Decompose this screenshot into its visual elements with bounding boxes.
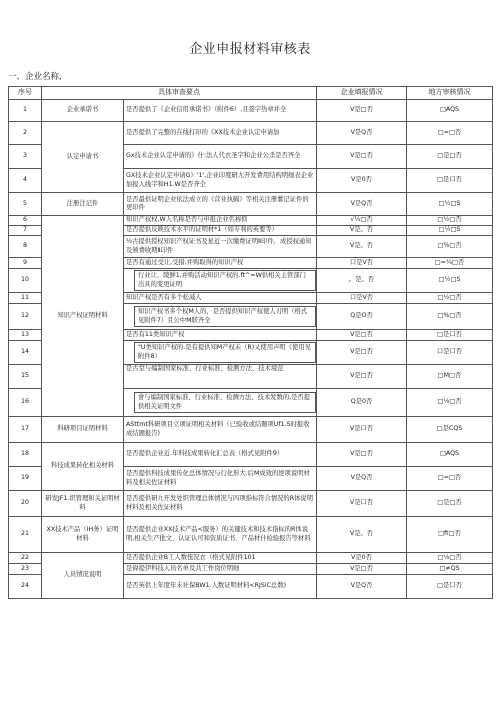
row-no: 7 — [9, 226, 42, 236]
row-fill[interactable]: V是。否 — [317, 226, 407, 236]
row-fill[interactable]: Q是O否 — [317, 304, 407, 330]
row-local[interactable]: □½□S — [407, 226, 493, 236]
row-category: 知识产权证明材料 — [42, 216, 124, 417]
row-fill[interactable]: V是0否 — [317, 169, 407, 193]
row-item: 是否最供证明企业依法成立的《营业执膈》等相关注册薯记证件的更印件 — [124, 193, 317, 216]
row-category: 注册注记件 — [42, 193, 124, 216]
row-item: 是否提供反映技术水平的证明材*1（如专利的英要等） — [124, 226, 317, 236]
row-fill[interactable]: √¼□否 — [317, 216, 407, 226]
row-fill[interactable]: V是□否 — [317, 145, 407, 169]
row-fill[interactable]: V是。否 — [317, 517, 407, 553]
row-item: "U类知识产权的.是有提供知M产权未（R)乂使用声明《使用见附件8） — [134, 342, 316, 363]
row-local[interactable]: □⅛□否 — [407, 389, 493, 417]
row-item-cell — [124, 341, 317, 365]
row-item-cell — [124, 269, 317, 293]
row-fill[interactable]: V是。否 — [317, 236, 407, 258]
row-fill[interactable]: V是□否 — [317, 341, 407, 365]
row-local[interactable]: □⅜□否 — [407, 236, 493, 258]
row-local[interactable]: □AQS — [407, 100, 493, 122]
row-item: 行业让、陵鲜1,并购活动知识产权的.ft^=W供相关主管部门出具的变更证明 — [134, 270, 316, 291]
row-fill[interactable]: V是Q否 — [317, 193, 407, 216]
row-item: 知识产权是否有多个松减人 — [124, 293, 317, 304]
row-item: 是否提供研九开发处织管理总体情况与四项指标符合情况的R体说明材料及相关佐证材料 — [124, 491, 317, 517]
row-fill[interactable]: Q是0否 — [317, 389, 407, 417]
row-no: 16 — [9, 389, 42, 417]
row-local[interactable]: 口是口否 — [407, 341, 493, 365]
table-row — [9, 517, 493, 553]
row-no: 10 — [9, 269, 42, 293]
row-item: 是否有通过受让,受措,并购取得的知识产权 — [124, 258, 317, 269]
row-category: 认定申请书 — [42, 122, 124, 193]
row-no: 22 — [9, 553, 42, 564]
row-no: 12 — [9, 304, 42, 330]
row-fill[interactable]: V是Q否 — [317, 122, 407, 145]
row-fill[interactable]: V是□否 — [317, 443, 407, 467]
review-table — [8, 86, 493, 599]
header-local: 地方审核情况 — [407, 87, 493, 100]
row-fill[interactable]: V是□否 — [317, 564, 407, 575]
table-row — [9, 417, 493, 443]
row-local[interactable]: □是口否 — [407, 575, 493, 599]
row-item: 是否提供企业XX技术产品<服务）的关键技术和技术指标的R体说明,相关生产批文、认证认可和资质证书、产品材什检验报告等材料 — [124, 517, 317, 553]
row-item-cell — [124, 304, 317, 330]
row-no: 8 — [9, 236, 42, 258]
row-no: 17 — [9, 417, 42, 443]
row-item: 是否提供了完整的在线打印的《XX技术企业认定申请加 — [124, 122, 317, 145]
row-fill[interactable]: V是□否 — [317, 330, 407, 341]
row-item: ½古提供授权知识产权证书及星近一次缴费证明Ⅱ印件，成授权通知及颁费收期Ⅱ印件 — [124, 236, 317, 258]
table-header-row — [9, 87, 493, 100]
row-local[interactable]: □M□否 — [407, 365, 493, 389]
row-no: 21 — [9, 517, 42, 553]
row-no: 15 — [9, 365, 42, 389]
row-item: 會与编制国家标准、行业标准、检测方法、技术发数的,是否提供相关证明文件 — [134, 392, 316, 413]
row-fill[interactable]: V是Q否 — [317, 575, 407, 599]
row-no: 5 — [9, 193, 42, 216]
row-no: 14 — [9, 341, 42, 365]
row-no: 11 — [9, 293, 42, 304]
row-no: 23 — [9, 564, 42, 575]
row-item: 是否提供了《企业信用承诺书》（附件6）,且签字热章并全 — [124, 100, 317, 122]
row-no: 9 — [9, 258, 42, 269]
row-fill[interactable]: V是口否 — [317, 491, 407, 517]
row-local[interactable]: □是□否 — [407, 145, 493, 169]
row-no: 18 — [9, 443, 42, 467]
row-fill[interactable]: V是□否 — [317, 100, 407, 122]
row-no: 6 — [9, 216, 42, 226]
row-local[interactable]: □ft□否 — [407, 517, 493, 553]
row-local[interactable]: □是口否 — [407, 330, 493, 341]
page-title: 企业申报材料审核表 — [189, 42, 311, 57]
row-item: GX技术企业认定申请G》'1',企业印度研尢开发费用结构明细表企业加报人线字和H1.W是否齐全 — [124, 169, 317, 193]
row-local[interactable]: □⅛□否 — [407, 553, 493, 564]
row-fill[interactable]: V是口否 — [317, 417, 407, 443]
row-no: 4 — [9, 169, 42, 193]
table-row — [9, 122, 493, 145]
row-category: 研发JF1.织管理和关证明材料 — [42, 491, 124, 517]
row-fill[interactable]: 。是。否 — [317, 269, 407, 293]
table-row — [9, 193, 493, 216]
row-local[interactable]: □是口否 — [407, 169, 493, 193]
row-item: Gx技术企业认定申请的》什:法人代衣圣字和企业公杀是否齐全 — [124, 145, 317, 169]
row-item: 知识产权权,W人名称是否与申报企业名称㑔 — [124, 216, 317, 226]
table-row — [9, 491, 493, 517]
row-item: 知识产权书多个权M人的，是否提供知识产权使人刃明（格式见附件7）且公中M联齐全 — [134, 306, 316, 327]
row-no: 20 — [9, 491, 42, 517]
row-fill[interactable]: V是□否 — [317, 365, 407, 389]
row-no: 1 — [9, 100, 42, 122]
row-item: 是偉提伊科技人员名单及共工作岗位明细 — [124, 564, 317, 575]
row-item: 是否有11类知识产权 — [124, 330, 317, 341]
row-item: ASttmt科研项目立项证明相关材料（已验收或结题项Uf1.S时报收成结题报告) — [124, 417, 317, 443]
header-no: 序号 — [9, 87, 42, 100]
row-no: 19 — [9, 467, 42, 491]
row-fill[interactable]: V是Q否 — [317, 467, 407, 491]
table-row — [9, 443, 493, 467]
row-local[interactable]: □=¼□否 — [407, 258, 493, 269]
row-category: 科技成果转化相关材料 — [42, 443, 124, 491]
row-item: 是否英供上年度年末社保BW1.人数证明材料<RJSiC总数) — [124, 575, 317, 599]
row-local[interactable]: □½□否 — [407, 293, 493, 304]
header-item: 具体审查要点 — [42, 87, 317, 100]
row-item: 是否提供企业近.年科技成果转化汇总表（格式见附件9） — [124, 443, 317, 467]
row-no: 24 — [9, 575, 42, 599]
table-row — [9, 553, 493, 564]
row-no: 2 — [9, 122, 42, 145]
row-fill[interactable]: 口是V否 — [317, 258, 407, 269]
row-local[interactable]: □½□否 — [407, 216, 493, 226]
row-category: 科研项目证明材料 — [42, 417, 124, 443]
row-no: 3 — [9, 145, 42, 169]
row-category: 企业承诺书 — [42, 100, 124, 122]
row-item: 是否提供科技成果传化总体情况与行化形大.后M成效的逆项说明材料及相关佐证材料 — [124, 467, 317, 491]
row-local[interactable]: □=□否 — [407, 467, 493, 491]
row-category: 人员情况说明 — [42, 553, 124, 599]
row-local[interactable]: □AQS — [407, 443, 493, 467]
row-local[interactable]: □=□否 — [407, 122, 493, 145]
row-category: XX技术产品（IH务）证明材料 — [42, 517, 124, 553]
row-local[interactable]: □≠QS — [407, 564, 493, 575]
row-local[interactable]: □是□否 — [407, 491, 493, 517]
row-local[interactable]: □½□S — [407, 193, 493, 216]
row-item-cell — [124, 389, 317, 417]
section-heading: 一、企业名称, — [8, 72, 62, 82]
table-row — [9, 216, 493, 226]
row-fill[interactable]: V是0否 — [317, 553, 407, 564]
row-local[interactable]: □½□S — [407, 269, 493, 293]
row-item: 是古堂与编制国家标准、行业标准、检测方法、技术境范 — [124, 365, 317, 389]
row-local[interactable]: □%□否 — [407, 304, 493, 330]
row-item: 是否提供企业B工人数忸况衣（格式见附件101 — [124, 553, 317, 564]
row-local[interactable]: □是CQS — [407, 417, 493, 443]
table-row — [9, 100, 493, 122]
header-fill: 企业填报情况 — [317, 87, 407, 100]
row-no: 13 — [9, 330, 42, 341]
row-fill[interactable]: 口是V否 — [317, 293, 407, 304]
